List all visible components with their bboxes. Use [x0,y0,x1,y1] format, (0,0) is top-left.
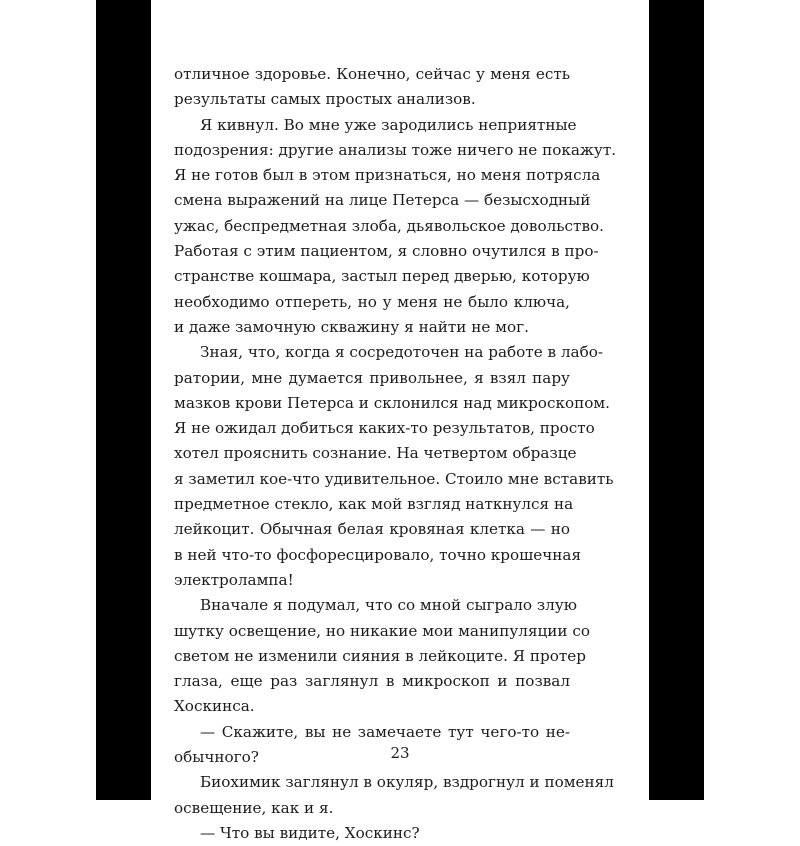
text-line: смена выражений на лице Петерса — безысходный [174,191,591,210]
paragraph [174,113,617,341]
text-line: ратории, мне думается привольнее, я взял пару [174,368,570,387]
text-line: обычного? [174,748,259,767]
text-line: Зная, что, когда я сосредоточен на работе в лабо- [200,343,604,362]
text-line: результаты самых простых анализов. [174,90,476,109]
text-line: глаза, еще раз заглянул в микроскоп и позвал [174,672,570,691]
page-number: 23 [390,744,410,762]
text-line: странстве кошмара, застыл перед дверью, которую [174,267,590,286]
body-text [174,62,617,846]
text-line: в ней что-то фосфоресцировало, точно крошечная [174,545,582,564]
text-line: и даже замочную скважину я найти не мог. [174,317,529,336]
text-line: я заметил кое-что удивительное. Стоило мне вставить [174,469,614,488]
text-line: освещение, как и я. [174,798,334,817]
text-line: предметное стекло, как мой взгляд наткнулся на [174,495,574,514]
book-page [151,0,649,842]
paragraph [174,770,614,821]
text-line: Вначале я подумал, что со мной сыграло злую [200,596,577,615]
text-line: электролампа! [174,570,294,589]
text-line: мазков крови Петерса и склонился над микроскопом. [174,393,611,412]
text-line: — Скажите, вы не замечаете тут чего-то не- [200,722,570,741]
text-line: Хоскинса. [174,697,255,716]
paragraph [174,340,614,593]
text-line: лейкоцит. Обычная белая кровяная клетка — но [174,520,570,539]
right-scan-border [649,0,704,800]
paragraph [174,62,570,113]
text-line: хотел прояснить сознание. На четвертом образце [174,444,577,463]
text-line: — Что вы видите, Хоскинс? [200,823,420,842]
paragraph [174,593,591,719]
text-line: Я не готов был в этом признаться, но меня потрясла [174,166,601,185]
text-line: необходимо отпереть, но у меня не было ключа, [174,292,570,311]
text-line: шутку освещение, но никакие мои манипуляции со [174,621,591,640]
left-scan-border [96,0,151,800]
text-line: Биохимик заглянул в окуляр, вздрогнул и поменял [200,773,614,792]
paragraph [174,821,570,846]
text-line: Я не ожидал добиться каких-то результатов, просто [174,419,595,438]
text-line: Работая с этим пациентом, я словно очутился в про- [174,242,599,261]
text-line: подозрения: другие анализы тоже ничего не покажут. [174,140,617,159]
text-line: Я кивнул. Во мне уже зародились неприятные [200,115,577,134]
text-line: отличное здоровье. Конечно, сейчас у меня есть [174,65,570,83]
text-line: светом не изменили сияния в лейкоците. Я протер [174,646,586,665]
text-line: ужас, беспредметная злоба, дьявольское довольство. [174,216,604,235]
